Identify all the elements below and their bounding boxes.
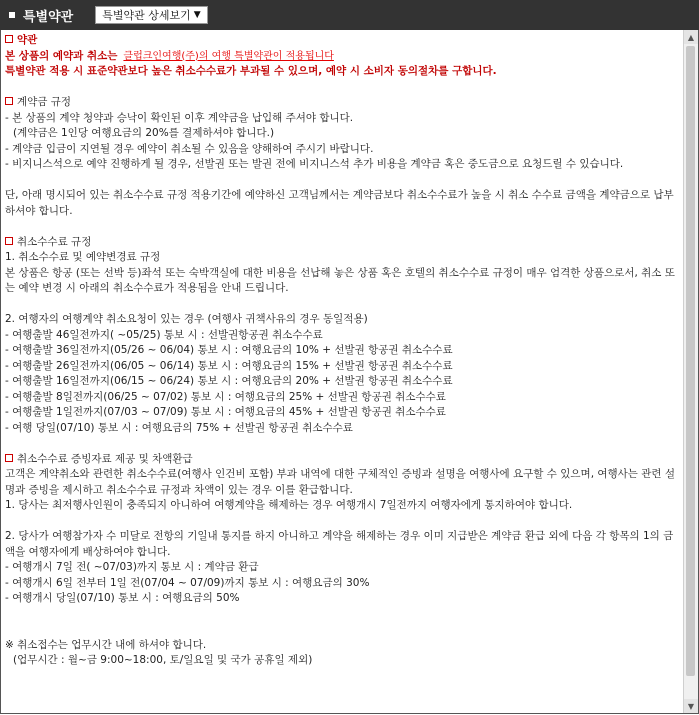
- scroll-thumb[interactable]: [686, 46, 695, 676]
- cancel-rule: - 여행출발 1일전까지(07/03 ~ 07/09) 통보 시 : 여행요금의 45% + 선발권 항공권 취소수수료: [5, 406, 446, 418]
- square-bullet-icon: [5, 237, 13, 245]
- square-bullet-icon: [5, 454, 13, 462]
- header-title: 특별약관: [23, 9, 74, 25]
- deposit-line: - 본 상품의 계약 청약과 승낙이 확인된 이후 계약금을 납입해 주셔야 합니다.: [5, 111, 354, 124]
- scroll-up-icon[interactable]: ▲: [684, 30, 698, 44]
- detail-view-label: 특별약관 상세보기: [102, 9, 191, 22]
- refund-rule: - 여행개시 당일(07/10) 통보 시 : 여행요금의 50%: [5, 592, 240, 604]
- square-bullet-icon: [5, 97, 13, 105]
- square-bullet-icon: [9, 12, 15, 18]
- scroll-down-icon[interactable]: ▼: [684, 699, 698, 713]
- cancel-sub-title: 1. 취소수수료 및 예약변경료 규정: [5, 251, 161, 263]
- deposit-line: - 계약금 입금이 지연될 경우 예약이 취소될 수 있음을 양해하여 주시기 바랍니다.: [5, 142, 374, 155]
- terms-panel: [0, 30, 699, 714]
- vertical-scrollbar[interactable]: [683, 30, 698, 713]
- square-bullet-icon: [5, 35, 13, 43]
- terms-notice-2: 특별약관 적용 시 표준약관보다 높은 취소수수료가 부과될 수 있으며, 예약 시 소비자 동의절차를 구합니다.: [5, 65, 497, 77]
- section-heading-cancel: 취소수수료 규정: [5, 235, 677, 251]
- deposit-line: (계약금은 1인당 여행요금의 20%를 결제하셔야 합니다.): [13, 127, 275, 139]
- cancel-sub-title: 2. 여행자의 여행계약 취소요청이 있는 경우 (여행사 귀책사유의 경우 동일적용): [5, 313, 368, 325]
- terms-header: [0, 0, 699, 30]
- cancel-rule: - 여행출발 26일전까지(06/05 ~ 06/14) 통보 시 : 여행요금의 15% + 선발권 항공권 취소수수료: [5, 359, 453, 372]
- section-heading-deposit: 계약금 규정: [5, 95, 677, 111]
- cancel-rule: - 여행 당일(07/10) 통보 시 : 여행요금의 75% + 선발권 항공권 취소수수료: [5, 421, 353, 434]
- detail-view-button[interactable]: [95, 6, 207, 24]
- dropdown-arrow-icon: ▼: [193, 10, 201, 20]
- terms-content: [5, 30, 677, 669]
- section-heading-refund: 취소수수료 증빙자료 제공 및 차액환급: [5, 452, 677, 468]
- deposit-note: 단, 아래 명시되어 있는 취소수수료 규정 적용기간에 예약하신 고객님께서는 계약금보다 취소수수료가 높을 시 취소 수수료 금액을 계약금으로 납부: [5, 189, 674, 201]
- refund-line: 명과 증빙을 제시하고 취소수수료 규정과 차액이 있는 경우 이를 환급합니다.: [5, 483, 353, 496]
- terms-notice-1: 본 상품의 예약과 취소는 클럽크인여행(주)의 여행 특별약관이 적용됩니다: [5, 49, 334, 62]
- refund-item2: 2. 당사가 여행참가자 수 미달로 전항의 기일내 통지를 하지 아니하고 계약을 해제하는 경우 이미 지급받은 계약금 환급 외에 다음 각 항목의 1의 금: [5, 530, 674, 542]
- refund-item2: 액을 여행자에게 배상하여야 합니다.: [5, 545, 171, 558]
- refund-line: 1. 당사는 최저행사인원이 충족되지 아니하여 여행계약을 해제하는 경우 여행개시 7일전까지 여행자에게 통지하여야 합니다.: [5, 499, 573, 511]
- footer-note: ※ 취소접수는 업무시간 내에 하셔야 합니다.: [5, 638, 207, 651]
- deposit-note: 하셔야 합니다.: [5, 204, 73, 217]
- cancel-rule: - 여행출발 46일전까지( ~05/25) 통보 시 : 선발권항공권 취소수수료: [5, 328, 323, 341]
- business-hours: (업무시간 : 월~금 9:00~18:00, 토/일요일 및 국가 공휴일 제외): [13, 654, 313, 666]
- cancel-rule: - 여행출발 16일전까지(06/15 ~ 06/24) 통보 시 : 여행요금의 20% + 선발권 항공권 취소수수료: [5, 375, 453, 387]
- cancel-rule: - 여행출발 8일전까지(06/25 ~ 07/02) 통보 시 : 여행요금의 25% + 선발권 항공권 취소수수료: [5, 390, 446, 403]
- refund-rule: - 여행개시 6일 전부터 1일 전(07/04 ~ 07/09)까지 통보 시 : 여행요금의 30%: [5, 576, 370, 589]
- special-terms-link[interactable]: 클럽크인여행(주)의 여행 특별약관이 적용됩니다: [123, 50, 334, 62]
- cancel-rule: - 여행출발 36일전까지(05/26 ~ 06/04) 통보 시 : 여행요금의 10% + 선발권 항공권 취소수수료: [5, 344, 453, 356]
- section-heading-terms: 약관: [5, 33, 677, 49]
- refund-rule: - 여행개시 7일 전( ~07/03)까지 통보 시 : 계약금 환급: [5, 561, 259, 573]
- deposit-line: - 비지니스석으로 예약 진행하게 될 경우, 선발권 또는 발권 전에 비지니스석 추가 비용을 계약금 혹은 중도금으로 요청드릴 수 있습니다.: [5, 158, 624, 170]
- cancel-desc: 본 상품은 항공 (또는 선박 등)좌석 또는 숙박객실에 대한 비용을 선납해 놓은 상품 혹은 호텔의 취소수수료 규정이 매우 엄격한 상품으로서, 취소 또: [5, 266, 675, 279]
- refund-line: 고객은 계약취소와 관련한 취소수수료(여행사 인건비 포함) 부과 내역에 대한 구체적인 증빙과 설명을 여행사에 요구할 수 있으며, 여행사는 관련 설: [5, 468, 676, 480]
- cancel-desc: 는 예약 변경 시 아래의 취소수수료가 적용됨을 안내 드립니다.: [5, 282, 289, 294]
